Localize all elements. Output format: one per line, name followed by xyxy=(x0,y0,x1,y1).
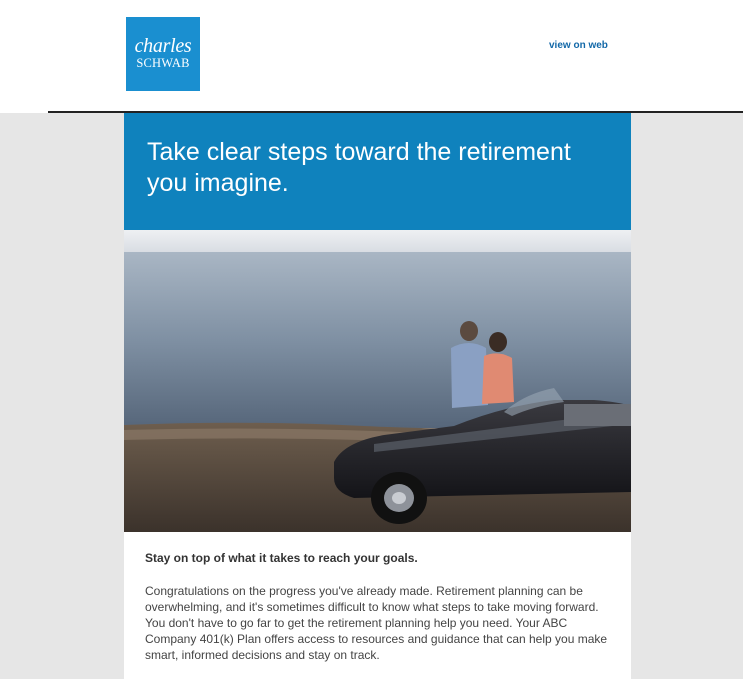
body-paragraph: Congratulations on the progress you've already made. Retirement planning can be overwhelming, and it's sometimes difficult to know what steps to take moving forward. You don't have to go far to get the retirement planning help you need. Your ABC Company 401(k) Plan offers access to resources and guidance that can help you make smart, informed decisions and stay on track. xyxy=(145,584,608,662)
couple-convertible-ocean-photo xyxy=(124,230,631,532)
view-on-web-link[interactable]: view on web xyxy=(549,40,608,51)
hero-title: Take clear steps toward the retirement you imagine. xyxy=(147,138,571,197)
hero-banner xyxy=(124,113,631,230)
charles-schwab-logo[interactable] xyxy=(126,17,200,91)
email-content xyxy=(124,113,631,679)
logo-line-1: charles xyxy=(134,35,192,57)
logo-line-2: SCHWAB xyxy=(136,56,190,70)
email-header xyxy=(0,0,743,112)
section-subhead: Stay on top of what it takes to reach your goals. xyxy=(145,551,418,565)
